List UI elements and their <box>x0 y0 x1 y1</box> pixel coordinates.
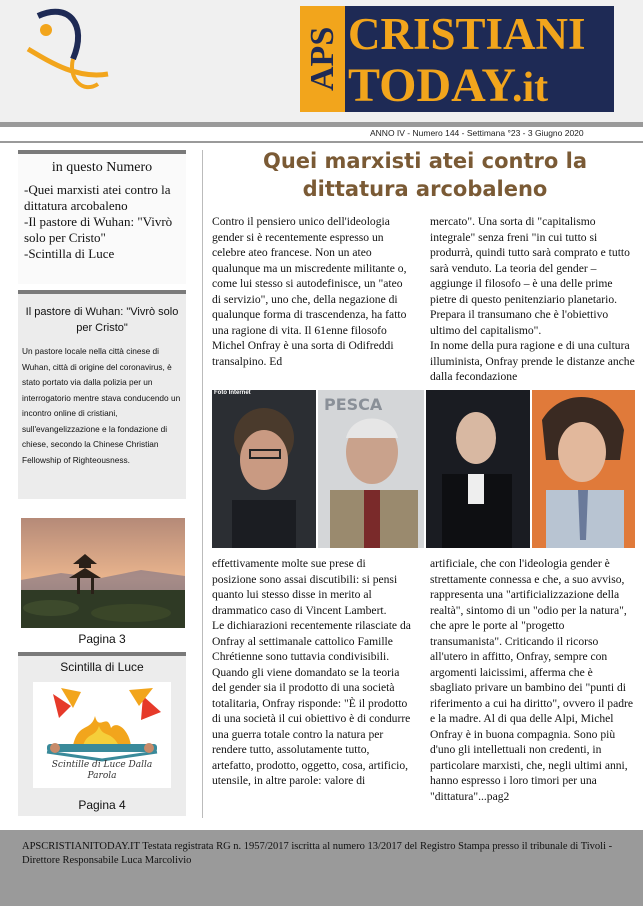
issue-item-marxisti[interactable]: -Quei marxisti atei contro la dittatura arcobaleno <box>24 182 171 213</box>
pastore-teaser-box <box>18 290 186 499</box>
fish-logo-icon <box>18 4 118 104</box>
issue-item-scintilla[interactable]: -Scintilla di Luce <box>24 246 115 261</box>
article-column-2: mercato". Una sorta di "capitalismo integrale" senza freni "in cui tutto si produrrà, quindi tutto sarà comprato e tutto sarà venduto. La teoria del gender – aggiunge il filosofo – è una delle prime pietre di questo penitenziario planetario. Prepara il transumano che è l'obiettivo ultimo del capitalismo". In nome della pura ragione e di una cultura illuminista, Onfray prende le distanze anche dalla fecondazione <box>430 215 635 383</box>
pastore-teaser-text: Un pastore locale nella città cinese di Wuhan, città di origine del coronavirus, è stato portato via dalla polizia per un interrogatorio mentre stava conducendo un incontro online di cristiani, sull'evangelizzazione e la fondazione di chiese, secondo la Chinese Christian Fellowship of Righteousness. <box>22 346 181 465</box>
masthead-aps: APS <box>300 6 345 112</box>
issue-item-pastore[interactable]: -Il pastore di Wuhan: "Vivrò solo per Cristo" <box>24 214 173 245</box>
masthead-line2: TODAY <box>348 59 517 112</box>
scintilla-logo-image[interactable] <box>33 682 171 788</box>
masthead-line1: CRISTIANI <box>348 9 586 59</box>
masthead <box>300 6 614 112</box>
wuhan-pagoda-photo[interactable] <box>21 518 185 628</box>
sidebar <box>18 150 186 820</box>
column-divider <box>202 150 203 818</box>
svg-text:PESCA: PESCA <box>324 395 383 414</box>
article-column-4: artificiale, che con l'ideologia gender è strettamente connessa e che, a suo avviso, rappresenta una "artificializzazione della realtà", sintomo di un "odio per la natura", che apre le porte al "progetto transumanista". Criticando il ricorso all'utero in affitto, Onfray, sempre con argomenti laicissimi, afferma che è sbagliato privare un bambino dei "punti di riferimento a cui ha diritto", ovvero il padre e la madre. Al di qua delle Alpi, Michel Onfray è in buona compagnia. Sono più d'uno gli intellettuali non credenti, in particolare marxisti, che, negli ultimi anni, hanno espresso i loro timori per una "dittatura"...pag2 <box>430 557 634 803</box>
footer-legal-text: APSCRISTIANITODAY.IT Testata registrata RG n. 1957/2017 iscritta al numero 13/2017 del Registro Stampa presso il tribunale di Tivoli - Direttore Responsabile Luca Marcolivio <box>22 841 613 866</box>
masthead-suffix: .it <box>512 65 549 111</box>
scintilla-box <box>18 652 186 816</box>
article-photo-strip[interactable] <box>212 390 635 548</box>
page-4-link[interactable]: Pagina 4 <box>78 798 126 812</box>
photo-credit: Foto Internet <box>214 390 251 396</box>
in-this-issue-box <box>18 150 186 284</box>
pastore-teaser-title[interactable]: Il pastore di Wuhan: "Vivrò solo per Cristo" <box>25 306 179 334</box>
header-rule-thin <box>0 141 643 143</box>
article-column-3: effettivamente molte sue prese di posizione sono assai discutibili: si pensi quanto lui stesso disse in merito al drammatico caso di Vincent Lambert. Le dichiarazioni recentemente rilasciate da Onfray al settimanale cattolico Famille Chrétienne sono tuttavia condivisibili. Quando gli viene domandato se la teoria del gender sia il prodotto di una società totalitaria, Onfray risponde: "È il prodotto di una società il cui obiettivo è di condurre una guerra totale contro la natura per rendere tutto, assolutamente tutto, artefatto, prodotto, oggetto, cosa, artificio, utensile, in altre parole: valore di <box>212 557 411 787</box>
header-rule <box>0 122 643 127</box>
page-3-link[interactable]: Pagina 3 <box>78 632 126 646</box>
footer <box>0 830 643 906</box>
issue-info: ANNO IV - Numero 144 - Settimana °23 - 3 Giugno 2020 <box>370 128 584 138</box>
scintilla-caption: Scintille di Luce Dalla Parola <box>51 760 153 781</box>
scintilla-title: Scintilla di Luce <box>60 660 144 674</box>
article-headline[interactable]: Quei marxisti atei contro la dittatura arcobaleno <box>262 149 588 201</box>
article-column-1: Contro il pensiero unico dell'ideologia gender si è recentemente espresso un celebre ateo francese. Non un ateo qualunque ma un miscredente militante o, come lui stesso si autodefinisce, un "ateo di servizio", uno che, della negazione di qualunque forma di trascendenza, ha fatto una ragione di vita. Il 61enne filosofo Michel Onfray è una sorta di Odifreddi transalpino. Ed <box>212 215 407 368</box>
in-this-issue-title: in questo Numero <box>51 160 153 175</box>
